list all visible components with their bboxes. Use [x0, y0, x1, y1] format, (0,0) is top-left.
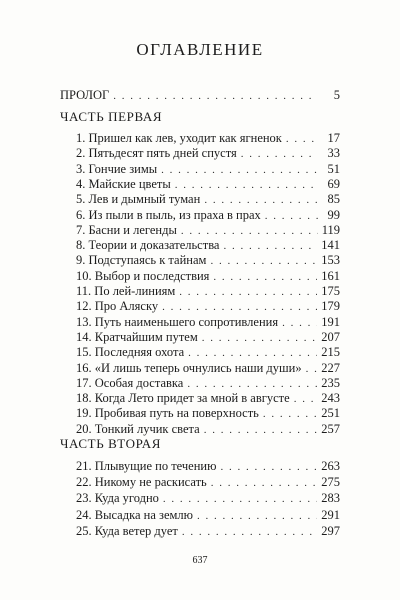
- toc-entry-label: 10. Выбор и последствия: [76, 268, 210, 283]
- toc-entry-page: 161: [321, 268, 340, 283]
- toc-entry-page: 33: [327, 146, 340, 161]
- toc-entry-label: 18. Когда Лето придет за мной в августе: [76, 391, 290, 406]
- toc-entry-label: 9. Подступаясь к тайнам: [76, 253, 207, 268]
- toc-entry-page: 297: [321, 523, 340, 538]
- toc-entry: [76, 207, 340, 223]
- toc-entry: [76, 405, 340, 421]
- toc-entry-page: 17: [327, 131, 340, 145]
- toc-entry-page: 51: [327, 161, 340, 176]
- toc-entry-label: 8. Теории и доказательства: [76, 238, 220, 253]
- toc-entry-label: 19. Пробивая путь на поверхность: [76, 406, 259, 421]
- toc-entry-label: 5. Лев и дымный туман: [76, 192, 201, 207]
- toc-entry-page: 235: [321, 375, 340, 390]
- toc-entry-page: 251: [321, 406, 340, 421]
- toc-entry-label: 14. Кратчайшим путем: [76, 329, 198, 344]
- toc-entry-label: 7. Басни и легенды: [76, 222, 177, 237]
- toc-entry: [76, 523, 340, 539]
- toc-entry-page: 141: [321, 238, 340, 253]
- toc-entry-label: 4. Майские цветы: [76, 176, 171, 191]
- toc-entry: [76, 390, 340, 406]
- dot-leader: [211, 475, 317, 491]
- toc-entry-page: 179: [321, 299, 340, 314]
- part-heading: ЧАСТЬ ВТОРАЯ: [60, 436, 161, 451]
- toc-entry: [76, 176, 340, 192]
- toc-entry: [76, 329, 340, 345]
- toc-entry-label: 17. Особая доставка: [76, 375, 184, 390]
- toc-entry-page: 263: [321, 459, 340, 473]
- toc-entry: [76, 421, 340, 437]
- toc-entry: [76, 360, 340, 376]
- toc-entry-page: 291: [321, 507, 340, 522]
- toc-entry: [76, 268, 340, 284]
- toc-entry-label: 1. Пришел как лев, уходит как ягненок: [76, 131, 282, 145]
- dot-leader: [182, 524, 317, 540]
- toc-entry-page: 191: [321, 314, 340, 329]
- dot-leader: [197, 508, 317, 524]
- toc-entry-label: 2. Пятьдесят пять дней спустя: [76, 146, 237, 161]
- toc-entry-page: 243: [321, 391, 340, 406]
- toc-entry-page: 119: [321, 222, 340, 237]
- dot-leader: [220, 459, 317, 475]
- toc-entry: [76, 145, 340, 161]
- toc-entry: [76, 191, 340, 207]
- toc-entry-page: 85: [327, 192, 340, 207]
- toc-entry-label: 15. Последняя охота: [76, 345, 185, 360]
- dot-leader: [163, 491, 317, 507]
- toc-entry-label: 23. Куда угодно: [76, 491, 159, 506]
- toc-entry-label: 3. Гончие зимы: [76, 161, 158, 176]
- toc-entry: [76, 314, 340, 330]
- toc-entry-page: 5: [333, 88, 340, 102]
- toc-entry: [76, 474, 340, 490]
- toc-entry: [76, 237, 340, 253]
- toc-entry-page: 175: [321, 284, 340, 298]
- toc-entry: [76, 344, 340, 360]
- toc-entry-label: 22. Никому не раскисать: [76, 475, 207, 490]
- toc-entry-page: 153: [321, 253, 340, 268]
- toc-entry-page: 207: [321, 329, 340, 344]
- toc-entry-label: 12. Про Аляску: [76, 299, 159, 314]
- toc-entry-label: 16. «И лишь теперь очнулись наши души»: [76, 360, 302, 375]
- toc-entry-label: ПРОЛОГ: [60, 88, 110, 102]
- toc-entry-label: 25. Куда ветер дует: [76, 523, 178, 538]
- toc-entry-prologue: [60, 87, 340, 103]
- toc-entry-page: 257: [321, 421, 340, 436]
- toc-entry: [76, 375, 340, 391]
- toc-entry-page: 69: [327, 176, 340, 191]
- toc-entry-page: 275: [321, 475, 340, 490]
- toc-entry-page: 215: [321, 345, 340, 360]
- toc-entry: [76, 458, 340, 474]
- dot-leader: [204, 422, 318, 438]
- toc-entry: [76, 161, 340, 177]
- part-heading: ЧАСТЬ ПЕРВАЯ: [60, 109, 163, 124]
- toc-entry-label: 24. Высадка на землю: [76, 507, 193, 522]
- page-number: 637: [192, 555, 208, 566]
- toc-entry: [76, 490, 340, 506]
- toc-entry: [76, 130, 340, 146]
- toc-entry-label: 20. Тонкий лучик света: [76, 421, 200, 436]
- page-title: ОГЛАВЛЕНИЕ: [136, 40, 264, 59]
- dot-leader: [113, 88, 318, 104]
- toc-entry: [76, 507, 340, 523]
- toc-entry: [76, 222, 340, 238]
- toc-entry-label: 6. Из пыли в пыль, из праха в прах: [76, 207, 261, 222]
- toc-entry-page: 227: [321, 360, 340, 375]
- toc-entry-page: 99: [327, 207, 340, 222]
- toc-entry-label: 13. Путь наименьшего сопротивления: [76, 314, 279, 329]
- toc-entry: [76, 283, 340, 299]
- toc-entry-page: 283: [321, 491, 340, 506]
- toc-entry: [76, 298, 340, 314]
- toc-entry: [76, 252, 340, 268]
- toc-entry-label: 11. По лей-линиям: [76, 284, 176, 298]
- toc-entry-label: 21. Плывущие по течению: [76, 459, 217, 473]
